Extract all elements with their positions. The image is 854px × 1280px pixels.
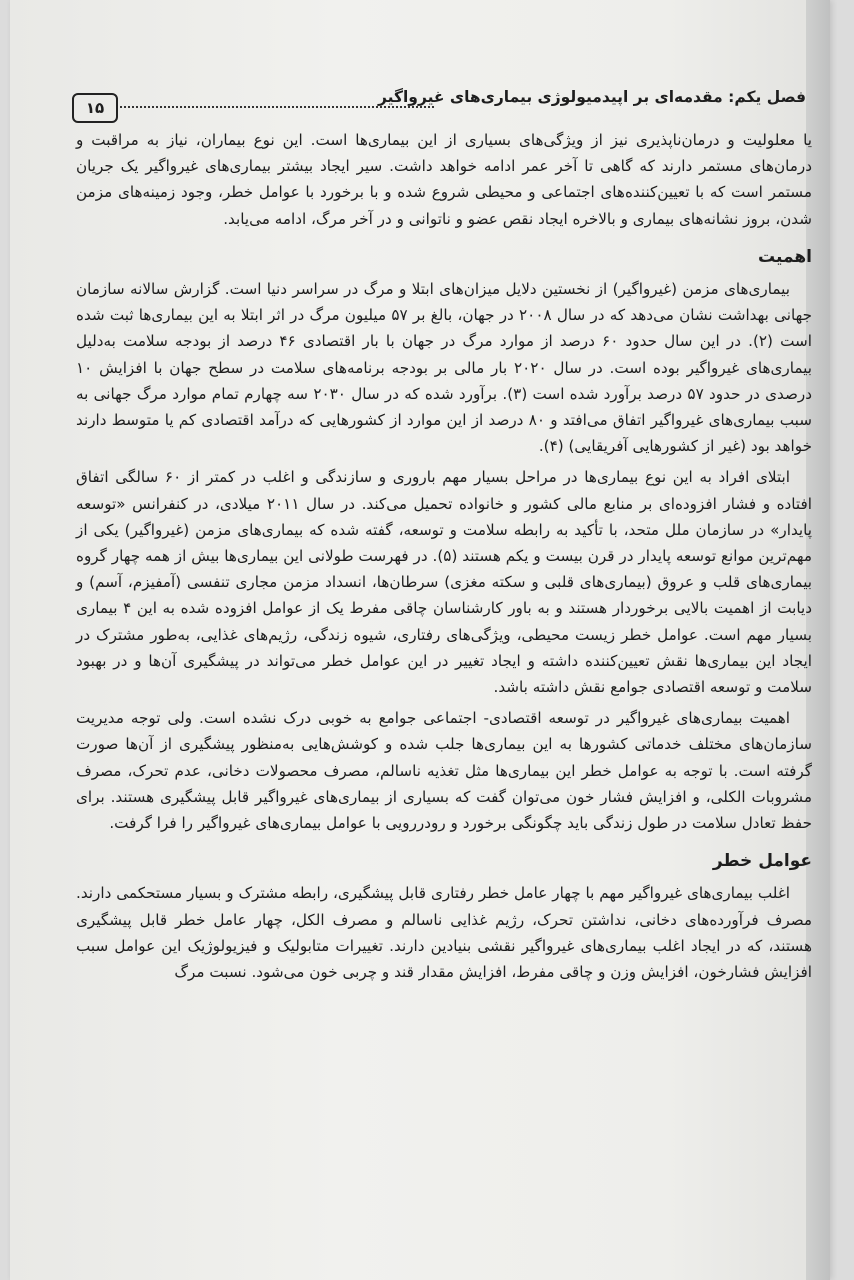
paragraph-importance-2: ابتلای افراد به این نوع بیماری‌ها در مراحل بسیار مهم باروری و سازندگی و اغلب در کمتر از ۶۰ سالگی اتفاق افتاده و فشار افزوده‌ای بر منابع مالی کشور و خانواده تحمیل می‌کند. در سال ۲۰۱۱ میلادی، در کنفرانس «توسعه پایدار» در سازمان ملل متحد، با تأکید به رابطه سلامت و توسعه، گفته شده که بیماری‌های مزمن (غیرواگیر) یکی از مهم‌ترین موانع توسعه پایدار در قرن بیست و یکم هستند (۵). در فهرست طولانی این بیماری‌ها بیش از همه چهار گروه بیماری‌های قلب و عروق (بیماری‌های قلبی و سکته مغزی) سرطان‌ها، انسداد مزمن مجاری تنفسی (آمفیزم، آسم) و دیابت از اهمیت بالایی برخوردار هستند و به باور کارشناسان چاقی مفرط یک از عوامل افزوده شده به این ۴ بیماری بسیار مهم است. عوامل خطر زیست محیطی، ویژگی‌های رفتاری، شیوه زندگی، رژیم‌های غذایی، به‌طور مشترک در ایجاد این بیماری‌ها نقش تعیین‌کننده داشته و ایجاد تغییر در این عوامل خطر می‌تواند در پیشگیری آن‌ها و در بهبود سلامت و توسعه اقتصادی جوامع نقش داشته باشد.	[76, 468, 812, 697]
running-header	[72, 86, 814, 126]
section-heading-risk-factors: عوامل خطر	[712, 851, 812, 872]
page-body	[76, 127, 812, 985]
book-page	[10, 0, 830, 1280]
section-heading-importance: اهمیت	[758, 246, 812, 267]
paragraph-intro: یا معلولیت و درمان‌ناپذیری نیز از ویژگی‌های بسیاری از این بیماری‌ها است. این نوع بیماران، نیاز به مراقبت و درمان‌های مستمر دارند که گاهی تا آخر عمر ادامه خواهد داشت. سیر ایجاد بیشتر بیماری‌های غیرواگیر یک جریان مستمر است که با تعیین‌کننده‌های اجتماعی و محیطی شروع شده و با برخورد با عوامل خطر، وجود زمینه‌های مزمن شدن، بروز نشانه‌های بیماری و بالاخره ایجاد نقص عضو و ناتوانی و در آخر مرگ، ادامه می‌یابد.	[76, 131, 812, 228]
paragraph-importance-3: اهمیت بیماری‌های غیرواگیر در توسعه اقتصادی- اجتماعی جوامع به خوبی درک نشده است. ولی توجه مدیریت سازمان‌های مختلف خدماتی کشورها به این بیماری‌ها جلب شده و کوشش‌هایی به‌منظور پیشگیری از آن‌ها صورت گرفته است. با توجه به عوامل خطر این بیماری‌ها مثل تغذیه ناسالم، مصرف محصولات دخانی، عدم تحرک، مصرف مشروبات الکلی، و افزایش فشار خون می‌توان گفت که بسیاری از بیماری‌های غیرواگیر قابل پیشگیری هستند. برای حفظ تعادل سلامت در طول زندگی باید چگونگی برخورد و رودررویی با عوامل بیماری‌های غیرواگیر را فرا گرفت.	[76, 709, 812, 833]
paragraph-importance-1: بیماری‌های مزمن (غیرواگیر) از نخستین دلایل میزان‌های ابتلا و مرگ در سراسر دنیا است. گزارش سالانه سازمان جهانی بهداشت نشان می‌دهد که در سال ۲۰۰۸ در جهان، بالغ بر ۵۷ میلیون مرگ در اثر ابتلا به این بیماری‌ها ثبت شده است (۲). در این سال حدود ۶۰ درصد از موارد مرگ در جهان با بار اقتصادی ۴۶ درصد از بودجه سلامت به‌دلیل بیماری‌های غیرواگیر بوده است. در سال ۲۰۲۰ بار مالی بر بودجه برنامه‌های سلامت در سطح جهان با افزایش ۱۰ درصدی در حدود ۵۷ درصد برآورد شده است (۳). برآورد شده که در سال ۲۰۳۰ سه چهارم تمام موارد مرگ جهانی به سبب بیماری‌های غیرواگیر اتفاق می‌افتد و ۸۰ درصد از این موارد از کشورهایی که درآمد اقتصادی کم یا متوسط دارند خواهد بود (غیر از کشورهایی آفریقایی) (۴).	[76, 280, 812, 456]
page-number: ۱۵	[72, 93, 118, 123]
paragraph-risk-1: اغلب بیماری‌های غیرواگیر مهم با چهار عامل خطر رفتاری قابل پیشگیری، رابطه مشترک و بسیار مستحکمی دارند. مصرف فرآورده‌های دخانی، نداشتن تحرک، رژیم غذایی ناسالم و مصرف الکل، چهار عامل خطر قابل پیشگیری هستند، که در ایجاد اغلب بیماری‌های غیرواگیر نقشی بنیادین دارند. تغییرات متابولیک و فیزیولوژیک این عوامل سبب افزایش فشارخون، افزایش وزن و چاقی مفرط، افزایش مقدار قند و چربی خون می‌شود. نسبت مرگ	[76, 884, 812, 982]
chapter-title: فصل یکم: مقدمه‌ای بر اپیدمیولوژی بیماری‌های غیرواگیر	[378, 88, 806, 106]
header-dotted-leader	[120, 106, 434, 108]
